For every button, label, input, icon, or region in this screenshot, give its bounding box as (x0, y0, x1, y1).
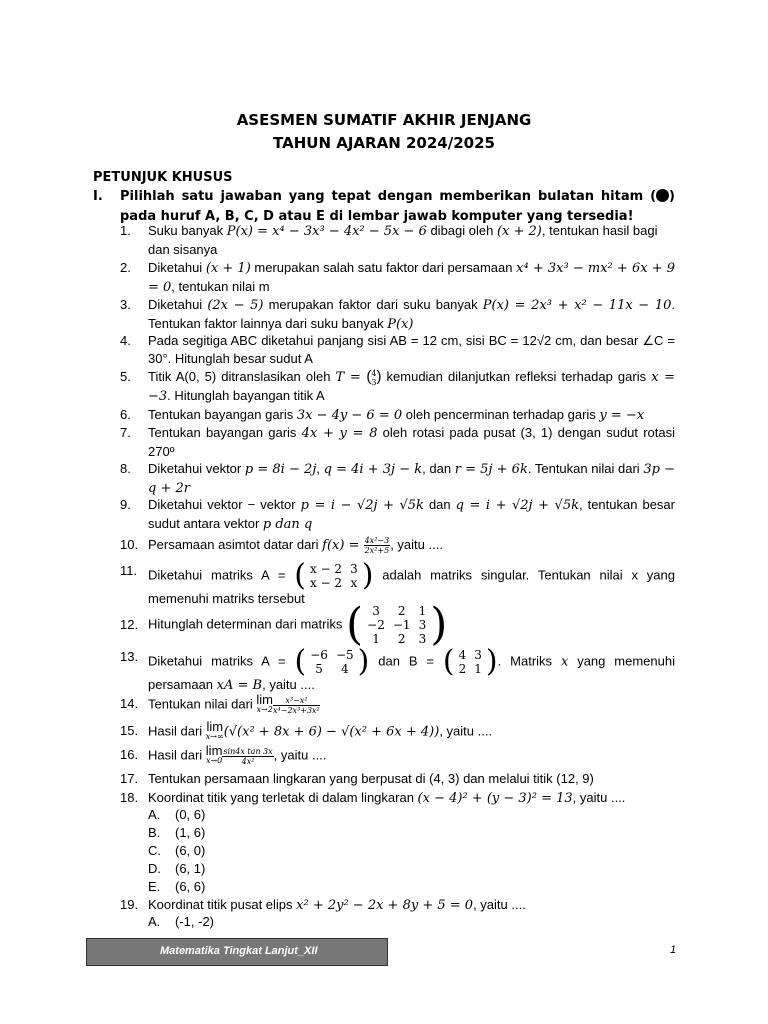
question-number: 8. (120, 461, 131, 476)
footer-label: Matematika Tingkat Lanjut_XII (160, 945, 318, 957)
instruction-text-a: Pilihlah satu jawaban yang tepat dengan memberikan bulatan hitam ( (120, 189, 657, 204)
question-number: 5. (120, 369, 131, 384)
question-text: Diketahui vektor − vektor (148, 497, 301, 512)
fraction-denominator: 2x²+5 (364, 546, 390, 556)
section-heading: PETUNJUK KHUSUS (93, 170, 233, 185)
question-text: , yaitu .... (262, 677, 315, 692)
fraction-numerator: 4x²−3 (364, 536, 390, 546)
instruction (93, 187, 675, 227)
vector-r: r = 5j + 6k (454, 462, 528, 477)
limit-operator: lim (206, 719, 224, 734)
question-text: Diketahui matriks A = (148, 653, 295, 669)
question-11: 11. Diketahui matriks A = ( x − 2 3 x − 2 x ) adalah matriks singular. Tentukan nilai x yang memenuhi matriks tersebut (120, 558, 675, 606)
question-text: , yaitu .... (572, 790, 626, 805)
document-subtitle: TAHUN AJARAN 2024/2025 (273, 134, 495, 152)
question-text: , yaitu .... (390, 537, 443, 552)
question-16 (120, 743, 675, 766)
question-text: . Tentukan faktor lainnya dari suku banyak (148, 297, 675, 331)
reflection-line: x = −3 (148, 370, 676, 404)
question-text: , yaitu .... (473, 897, 526, 912)
question-text: Tentukan bayangan garis (148, 407, 297, 422)
question-text: dan B = (369, 653, 443, 669)
question-number: 10. (120, 537, 139, 552)
question-text: Titik A(0, 5) ditranslasikan oleh (148, 369, 336, 384)
limit-expression: (√(x² + 8x + 6) − √(x² + 6x + 4)) (223, 724, 440, 740)
question-text: . Matriks (497, 653, 561, 669)
polynomial-name: P(x) (387, 317, 414, 332)
question-text: Pada segitiga ABC diketahui panjang sisi AB = 12 cm, sisi BC = 12√2 cm, dan besar ∠C = 30°. Hitunglah besar sudut A (148, 333, 675, 366)
matrix-3x3: 3 2 1 −2 −1 3 1 2 3 (367, 604, 427, 646)
circle-equation: (x − 4)² + (y − 3)² = 13 (417, 791, 573, 806)
question-text: adalah matriks singular. Tentukan nilai x yang memenuhi matriks tersebut (148, 567, 675, 606)
question-number: 1. (120, 223, 131, 238)
line-equation: 4x + y = 8 (301, 426, 378, 441)
question-text: Koordinat titik pusat elips (148, 897, 297, 912)
question-text: Koordinat titik yang terletak di dalam lingkaran (148, 790, 418, 805)
vector-expression: 3p − q + 2r (148, 462, 675, 496)
question-number: 15. (120, 723, 139, 738)
question-text: dibagi oleh (426, 223, 497, 238)
question-text: , tentukan nilai m (171, 279, 270, 294)
vector-pair: p dan q (262, 517, 313, 532)
question-number: 13. (120, 649, 139, 664)
question-8: 8. Diketahui vektor p = 8i − 2j, q = 4i + 3j − k, dan r = 5j + 6k. Tentukan nilai dari 3p − q + 2r (120, 461, 675, 496)
question-1 (120, 222, 675, 259)
option-e: E. (6, 6) (148, 879, 206, 894)
question-number: 12. (120, 617, 139, 632)
question-text: Hitunglah determinan dari matriks (148, 616, 346, 632)
matrix-b: 4 3 2 1 (458, 648, 482, 676)
limit-approach: x→∞ (205, 732, 224, 741)
question-number: 7. (120, 425, 131, 440)
question-text: , dan (422, 461, 455, 476)
question-text: , tentukan hasil bagi dan sisanya (148, 223, 658, 257)
matrix-equation: xA = B (216, 678, 263, 693)
polynomial: P(x) = x⁴ − 3x³ − 4x² − 5x − 6 (226, 224, 427, 239)
question-text: yang memenuhi persamaan (148, 653, 675, 692)
translation-bottom: 3 (371, 377, 377, 387)
question-text: dan (423, 497, 456, 512)
line-equation: 3x − 4y − 6 = 0 (296, 408, 403, 423)
vector-q: q = i + √2j + √5k (455, 498, 579, 513)
limit-operator: lim (205, 743, 223, 758)
question-text: , yaitu .... (273, 747, 327, 763)
question-text: Diketahui vektor (148, 461, 245, 476)
question-2 (120, 259, 675, 297)
question-12: 12. Hitunglah determinan dari matriks ( 3 2 1 −2 −1 3 1 2 3 ) (120, 599, 448, 650)
question-text: , yaitu .... (439, 723, 493, 739)
question-number: 2. (120, 260, 131, 275)
option-b: B. (1, 6) (148, 825, 206, 840)
option-d: D. (6, 1) (148, 861, 206, 876)
vector-p: p = i − √2j + √5k (300, 498, 424, 513)
question-text: Tentukan nilai dari (148, 696, 257, 712)
question-6 (120, 406, 675, 425)
equation: x⁴ + 3x³ − mx² + 6x + 9 = 0 (148, 261, 676, 295)
question-4 (120, 332, 675, 368)
question-9 (120, 496, 675, 534)
vector-p: p = 8i − 2j (244, 462, 317, 477)
question-15 (120, 719, 675, 742)
matrix-a: x − 2 3 x − 2 x (309, 562, 358, 590)
limit-operator: lim (256, 692, 274, 707)
vector-q: q = 4i + 3j − k (323, 462, 423, 477)
question-number: 16. (120, 747, 139, 762)
question-text: Persamaan asimtot datar dari (148, 537, 323, 552)
fraction-denominator: x⁴−2x³+3x² (273, 705, 320, 715)
question-text: merupakan faktor dari suku banyak (263, 297, 483, 312)
question-number: 6. (120, 407, 131, 422)
question-text: kemudian dilanjutkan refleksi terhadap garis (381, 369, 652, 384)
limit-approach: x→2 (256, 705, 273, 714)
fraction-numerator: x³−x² (273, 696, 320, 706)
question-text: Diketahui matriks A = (148, 567, 295, 583)
question-number: 11. (120, 563, 138, 578)
question-text: Suku banyak (148, 223, 227, 238)
option-c: C. (6, 0) (148, 843, 206, 858)
question-number: 19. (120, 897, 139, 912)
fraction-denominator: 4x² (241, 756, 255, 766)
question-3 (120, 296, 675, 334)
question-7 (120, 424, 675, 461)
document-title: ASESMEN SUMATIF AKHIR JENJANG (236, 111, 532, 129)
question-text: Hasil dari (148, 723, 206, 739)
question-text: . Hitunglah bayangan titik A (167, 388, 325, 403)
question-13: 13. Diketahui matriks A = ( −6 −5 5 4 ) dan B = ( 4 3 2 1 ). Matriks x yang memenuhi persamaan xA = B, yaitu .... (120, 644, 675, 693)
question-number: 9. (120, 497, 131, 512)
question-text: merupakan salah satu faktor dari persamaan (250, 260, 517, 275)
question-number: 4. (120, 333, 131, 348)
divisor: (x + 2) (496, 224, 542, 239)
question-text: Hasil dari (148, 747, 206, 763)
variable: x (560, 654, 569, 670)
question-text: oleh pencerminan terhadap garis (402, 407, 600, 422)
mirror-line: y = −x (599, 408, 645, 423)
question-10 (120, 536, 675, 555)
roman-numeral: I. (93, 189, 103, 204)
ellipse-equation: x² + 2y² − 2x + 8y + 5 = 0 (296, 898, 474, 913)
black-circle-icon (656, 189, 669, 202)
factor: (x + 1) (205, 261, 251, 276)
matrix-a: −6 −5 5 4 (310, 648, 354, 676)
question-text: . Tentukan nilai dari (527, 461, 644, 476)
question-number: 3. (120, 297, 131, 312)
question-text: Tentukan persamaan lingkaran yang berpusat di (4, 3) dan melalui titik (12, 9) (148, 771, 594, 786)
polynomial: P(x) = 2x³ + x² − 11x − 10 (482, 298, 672, 313)
page-number: 1 (670, 944, 677, 956)
question-17 (120, 770, 675, 788)
limit-approach: x→0 (205, 756, 223, 765)
question-text: Diketahui (148, 297, 208, 312)
fraction-numerator: sin4x tan 3x (223, 746, 273, 756)
factor: (2x − 5) (207, 298, 264, 313)
function-label: f(x) = (322, 538, 364, 553)
question-text: Diketahui (148, 260, 206, 275)
question-14 (120, 692, 675, 715)
question-text: oleh rotasi pada pusat (3, 1) dengan sudut rotasi 270º (148, 425, 675, 459)
question-text: Tentukan bayangan garis (148, 425, 302, 440)
translation-label: T = (335, 370, 367, 385)
instruction-text-b: ) pada huruf A, B, C, D atau E di lembar jawab komputer yang tersedia! (120, 189, 675, 224)
question-number: 17. (120, 771, 139, 786)
question-number: 14. (120, 696, 139, 711)
question-5: 5. Titik A(0, 5) ditranslasikan oleh T = (4 3 ) kemudian dilanjutkan refleksi terhadap garis x = −3. Hitunglah bayangan titik A (120, 368, 676, 404)
question-text: , tentukan besar sudut antara vektor (148, 497, 675, 531)
option-a: A. (-1, -2) (148, 914, 214, 929)
option-a: A. (0, 6) (148, 807, 206, 822)
translation-top: 4 (371, 368, 377, 378)
question-number: 18. (120, 790, 139, 805)
